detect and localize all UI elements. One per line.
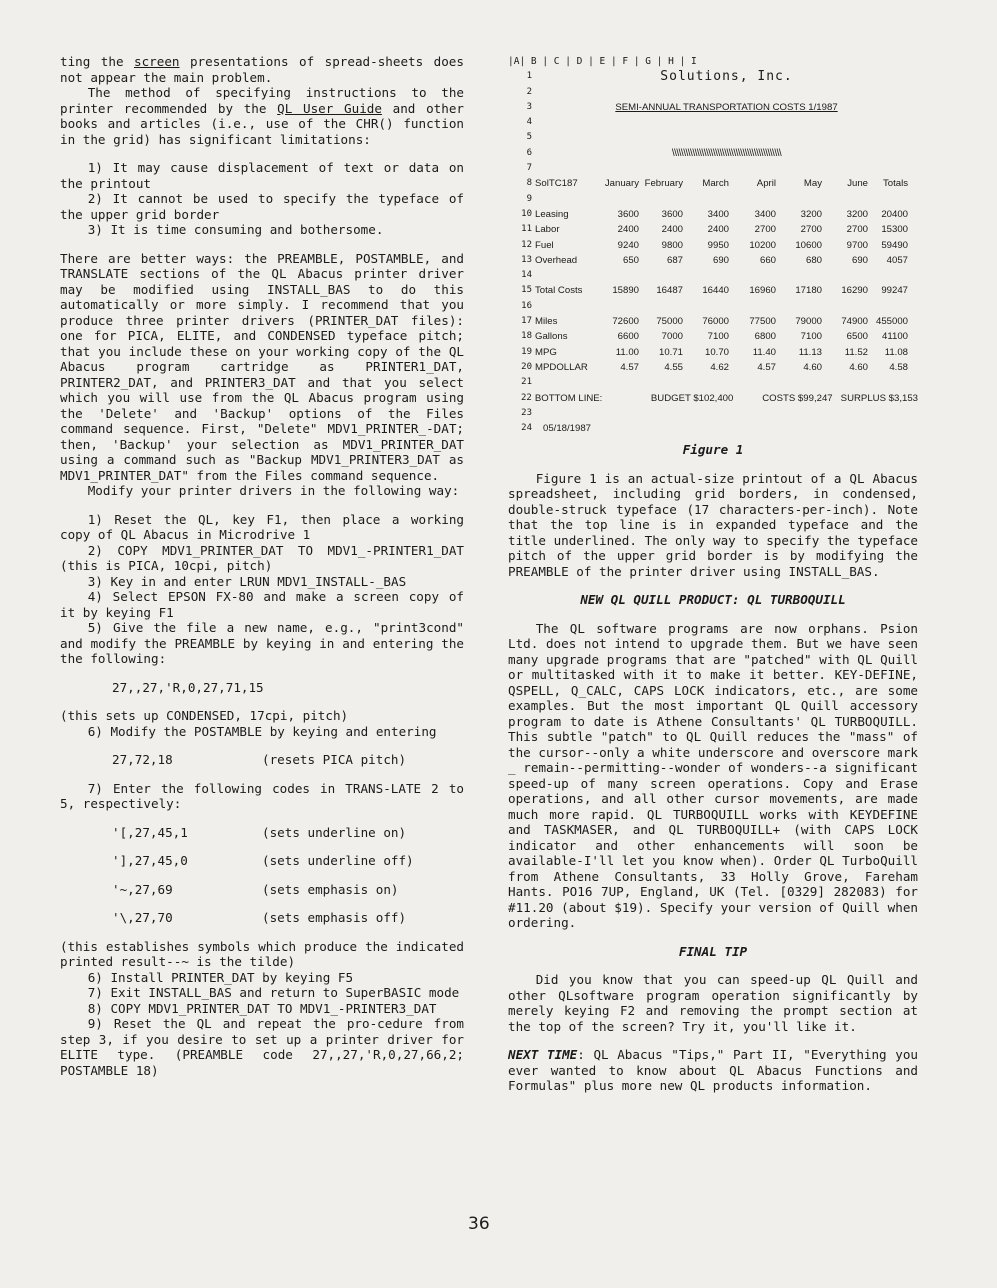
paragraph-modify: Modify your printer drivers in the following way:	[87, 483, 460, 498]
sheet-cell: 77500	[749, 316, 776, 328]
sheet-cell: 11.13	[798, 346, 822, 358]
sheet-subtitle: SEMI-ANNUAL TRANSPORTATION COSTS 1/1987	[615, 101, 838, 113]
sheet-cell: 3400	[707, 208, 729, 220]
sheet-cell: February	[644, 178, 683, 190]
sheet-cell: 4.60	[849, 361, 868, 373]
sheet-row	[508, 375, 918, 390]
limitation-3: 3) It is time consuming and bothersome.	[87, 222, 384, 237]
right-column	[508, 54, 918, 1094]
step-4: 4) Select EPSON FX-80 and make a screen copy of it by keying F1	[60, 589, 464, 620]
row-number: 11	[521, 224, 532, 235]
sheet-cell: 15300	[881, 224, 908, 236]
paragraph-next-time: NEXT TIME: QL Abacus "Tips," Part II, "Everything you ever wanted to know about QL Abacus Functions and Formulas" plus more new QL products information.	[508, 1047, 918, 1094]
sheet-cell: 7100	[707, 331, 729, 343]
sheet-cell: Fuel	[535, 239, 554, 251]
row-number: 15	[521, 285, 532, 296]
sheet-cell: Totals	[882, 178, 908, 190]
sheet-cell: June	[847, 178, 868, 190]
sheet-row	[508, 314, 918, 329]
condensed-note: (this sets up CONDENSED, 17cpi, pitch)	[60, 708, 349, 723]
sheet-cell: Overhead	[535, 254, 578, 266]
sheet-row: 3 SEMI-ANNUAL TRANSPORTATION COSTS 1/1987	[508, 100, 918, 115]
sheet-cell: 687	[666, 254, 683, 266]
paragraph-better-ways: There are better ways: the PREAMBLE, POSTAMBLE, and TRANSLATE sections of the QL Abacus printer driver may be modified using INSTALL_BAS to do this automatically or more simply. I recommend that you produce three printer drivers (PRINTER_DAT files): one for PICA, ELITE, and CONDENSED typeface pitch; that you include these on your working copy of the QL Abacus program cartridge as PRINTER1_DAT, PRINTER2_DAT, and PRINTER3_DAT and that you select which you will use from the QL Abacus program using the 'Delete' and 'Backup' options of the Files command sequence. First, "Delete" MDV1_PRINTER_-DAT; then, 'Backup' your selection as MDV1_PRINTER_DAT using a command such as "Backup MDV1_PRINTER3_DAT as MDV1_PRINTER_DAT" from the Files command sequence.	[60, 250, 464, 483]
sheet-cell: 20400	[881, 208, 908, 220]
paragraph-method: The method of specifying instructions to the printer recommended by the QL User Guide and other books and articles (i.e., use of the CHR() function in the grid) has significant limitations:	[60, 85, 464, 147]
sheet-cell: 455000	[875, 316, 908, 328]
sheet-cell: 4.62	[710, 361, 729, 373]
sheet-cell: 41100	[882, 331, 908, 343]
sheet-cell: 10.71	[658, 346, 683, 358]
sheet-cell: Leasing	[535, 208, 569, 220]
sheet-cell: 16960	[749, 285, 776, 297]
row-number: 21	[521, 377, 532, 388]
sheet-cell: 2400	[617, 224, 639, 236]
step-6: 6) Modify the POSTAMBLE by keying and entering	[87, 723, 437, 739]
sheet-cell: 4.58	[889, 361, 908, 373]
step-6b: 6) Install PRINTER_DAT by keying F5	[87, 969, 354, 985]
step-5: 5) Give the file a new name, e.g., "print3cond" and modify the PREAMBLE by keying in and entering the the following:	[60, 620, 464, 666]
sheet-row	[508, 268, 918, 283]
sheet-row	[508, 176, 918, 191]
sheet-row	[508, 222, 918, 237]
sheet-cell: Total Costs	[535, 285, 583, 297]
sheet-cell: 2700	[800, 224, 822, 236]
section-heading-turboquill: NEW QL QUILL PRODUCT: QL TURBOQUILL	[580, 592, 846, 608]
sheet-cell: 11.40	[752, 346, 776, 358]
sheet-row	[508, 283, 918, 298]
sheet-cell: 2700	[754, 224, 776, 236]
limitation-1: 1) It may cause displacement of text or data on the printout	[60, 160, 464, 191]
sheet-row: 2	[526, 86, 532, 97]
sheet-cell: May	[803, 178, 822, 190]
underlined-word: screen	[134, 54, 180, 69]
row-number: 9	[526, 193, 532, 204]
sheet-row	[508, 253, 918, 268]
sheet-cell: Miles	[535, 316, 558, 328]
sheet-row	[508, 192, 918, 207]
step-2: 2) COPY MDV1_PRINTER_DAT TO MDV1_-PRINTER1_DAT (this is PICA, 10cpi, pitch)	[60, 542, 464, 573]
sheet-cell: 10200	[749, 239, 776, 251]
paragraph-final-tip: Did you know that you can speed-up QL Quill and other QLsoftware program operation significantly by merely keying F2 and removing the prompt section at the top of the screen? Try it, you'll like it.	[508, 972, 918, 1034]
figure-caption: Figure 1	[682, 442, 744, 458]
sheet-title: Solutions, Inc.	[660, 69, 793, 85]
sheet-cell: 6600	[617, 331, 639, 343]
sheet-cell: 11.52	[844, 346, 868, 358]
left-column	[60, 54, 464, 1078]
sheet-cell: Gallons	[535, 331, 568, 343]
sheet-cell: 15890	[612, 285, 639, 297]
step-8: 8) COPY MDV1_PRINTER_DAT TO MDV1_-PRINTER3_DAT	[87, 1000, 437, 1016]
sheet-cell: 3400	[754, 208, 776, 220]
sheet-cell: 59490	[881, 239, 908, 251]
row-number: 16	[521, 300, 532, 311]
sheet-cell: 690	[712, 254, 729, 266]
sheet-cell: 690	[851, 254, 868, 266]
sheet-cell: 4.57	[757, 361, 776, 373]
sheet-backslash-rule: \\\\\\\\\\\\\\\\\\\\\\\\\\\\\\\\\\\\\\\\\\\\\\\\	[671, 147, 782, 159]
row-number: 17	[521, 316, 532, 327]
section-heading-final-tip: FINAL TIP	[678, 943, 748, 959]
spreadsheet-figure	[508, 54, 918, 436]
sheet-row: 24 05/18/1987	[508, 421, 918, 436]
limitation-2: 2) It cannot be used to specify the typeface of the upper grid border	[60, 191, 464, 222]
sheet-row: 5	[526, 132, 532, 143]
sheet-cell: 4057	[886, 254, 908, 266]
sheet-cell: 75000	[656, 316, 683, 328]
step-7b: 7) Exit INSTALL_BAS and return to SuperBASIC mode	[87, 985, 460, 1000]
row-number: 20	[521, 361, 532, 372]
sheet-cell: 17180	[795, 285, 822, 297]
sheet-cell: 3600	[661, 208, 683, 220]
sheet-cell: 2400	[707, 224, 729, 236]
sheet-cell: January	[604, 178, 639, 190]
sheet-cell: 11.08	[884, 346, 908, 358]
sheet-cell: 10600	[795, 239, 822, 251]
sheet-cell: 3200	[846, 208, 868, 220]
sheet-row: 6 \\\\\\\\\\\\\\\\\\\\\\\\\\\\\\\\\\\\\\\\\\\\\\\\	[508, 146, 918, 161]
translate-code-row: '\,27,70 (sets emphasis off)	[112, 910, 407, 925]
sheet-cell: 16440	[702, 285, 729, 297]
row-number: 14	[521, 270, 532, 281]
sheet-row: 4	[526, 117, 532, 128]
page-number: 36	[468, 1214, 490, 1234]
sheet-cell: 660	[759, 254, 776, 266]
sheet-row: 7	[526, 163, 532, 174]
sheet-row	[508, 299, 918, 314]
sheet-cell: 99247	[881, 285, 908, 297]
sheet-cell: MPDOLLAR	[535, 361, 588, 373]
row-number: 19	[521, 346, 532, 357]
sheet-cell: 3600	[617, 208, 639, 220]
sheet-cell: 9800	[661, 239, 683, 251]
paragraph-intro: ting the screen presentations of spread-sheets does not appear the main problem.	[60, 54, 464, 85]
sheet-cell: 7000	[661, 331, 683, 343]
row-number: 13	[521, 254, 532, 265]
sheet-cell: 680	[805, 254, 822, 266]
sheet-cell: 10.70	[704, 346, 729, 358]
postamble-code: 27,72,18 (resets PICA pitch)	[112, 752, 407, 767]
sheet-row: 23	[521, 407, 532, 418]
sheet-cell: 16487	[656, 285, 683, 297]
step-7: 7) Enter the following codes in TRANS-LATE 2 to 5, respectively:	[60, 780, 464, 811]
sheet-row	[508, 238, 918, 253]
sheet-cell: 2700	[846, 224, 868, 236]
sheet-cell: Labor	[535, 224, 560, 236]
user-guide-title: QL User Guide	[277, 100, 382, 116]
translate-code-row: '],27,45,0 (sets underline off)	[112, 853, 414, 868]
sheet-cell: 9240	[617, 239, 639, 251]
sheet-cell: MPG	[535, 346, 557, 358]
sheet-cell: 4.55	[664, 361, 683, 373]
sheet-row	[508, 329, 918, 344]
sheet-cell: 11.00	[615, 346, 639, 358]
row-number: 10	[521, 208, 532, 219]
sheet-cell: March	[702, 178, 729, 190]
sheet-cell: 76000	[702, 316, 729, 328]
grid-letter-header: |A| B | C | D | E | F | G | H | I	[508, 56, 697, 67]
sheet-cell: 79000	[795, 316, 822, 328]
preamble-code: 27,,27,'R,0,27,71,15	[112, 679, 264, 695]
sheet-row	[508, 345, 918, 360]
sheet-row	[508, 360, 918, 375]
sheet-data-rows	[508, 176, 918, 390]
row-number: 18	[521, 331, 532, 342]
sheet-row: 1 Solutions, Inc.	[508, 69, 918, 84]
sheet-cell: 6500	[846, 331, 868, 343]
sheet-bottom-line: 22 BOTTOM LINE: BUDGET $102,400 COSTS $99,247 SURPLUS $3,153	[520, 392, 918, 404]
step-3: 3) Key in and enter LRUN MDV1_INSTALL-_BAS	[87, 573, 407, 589]
sheet-cell: 4.57	[620, 361, 639, 373]
sheet-cell: 16290	[841, 285, 868, 297]
sheet-cell: 4.60	[803, 361, 822, 373]
sheet-cell: 2400	[661, 224, 683, 236]
sheet-cell: 7100	[800, 331, 822, 343]
sheet-cell: 650	[622, 254, 639, 266]
sheet-cell: 3200	[800, 208, 822, 220]
symbols-note: (this establishes symbols which produce the indicated printed result--~ is the tilde)	[60, 938, 464, 969]
sheet-date: 05/18/1987	[543, 423, 592, 435]
sheet-cell: April	[756, 178, 776, 190]
step-1: 1) Reset the QL, key F1, then place a working copy of QL Abacus in Microdrive 1	[60, 511, 464, 542]
row-number: 12	[521, 239, 532, 250]
sheet-cell: 6800	[754, 331, 776, 343]
translate-code-row: '~,27,69 (sets emphasis on)	[112, 881, 399, 897]
sheet-cell: SolTC187	[535, 178, 578, 190]
paragraph-turboquill: The QL software programs are now orphans. Psion Ltd. does not intend to upgrade them. But we have seen many upgrade programs that are "patched" with QL Quill or multitasked with it to make it better. KEY-DEFINE, QSPELL, Q_CALC, CAPS LOCK indicators, etc., are some examples. But the most important QL Quill accessory program to date is Athene Consultants' QL TURBOQUILL. This subtle "patch" to QL Quill reduces the "mass" of the cursor--only a white underscore and overscore mark _ remain--permitting--wonder of wonders--a significant speed-up of many screen operations. Copy and Erase operations, and all other cursor movements, are made much more rapid. QL TURBOQUILL works with KEYDEFINE and TASKMASER, and QL TURBOQUILL+ (with CAPS LOCK indicator and other enhancements will soon be available-I'll let you know when). Order QL TurboQuill from Athene Consultants, 33 Holly Grove, Fareham Hants. PO16 7UP, England, UK (Tel. [0329] 282083) for #11.20 (about $19). Specify your version of Quill when ordering.	[508, 620, 918, 931]
step-9: 9) Reset the QL and repeat the pro-cedure from step 3, if you desire to set up a printer driver for ELITE type. (PREAMBLE code 27,,27,'R,0,27,66,2; POSTAMBLE 18)	[60, 1016, 464, 1078]
sheet-cell: 72600	[612, 316, 639, 328]
paragraph-figure-desc: Figure 1 is an actual-size printout of a QL Abacus spreadsheet, including grid borders, in condensed, double-struck typeface (17 characters-per-inch). Note that the top line is in expanded typeface and the title underlined. The only way to specify the typeface pitch of the upper grid border is by modifying the PREAMBLE of the printer driver using INSTALL_BAS.	[508, 470, 918, 579]
translate-code-row: '[,27,45,1 (sets underline on)	[112, 824, 407, 840]
sheet-cell: 9700	[846, 239, 868, 251]
sheet-cell: 9950	[707, 239, 729, 251]
sheet-cell: 74900	[841, 316, 868, 328]
row-number: 8	[526, 178, 532, 189]
sheet-row	[508, 207, 918, 222]
